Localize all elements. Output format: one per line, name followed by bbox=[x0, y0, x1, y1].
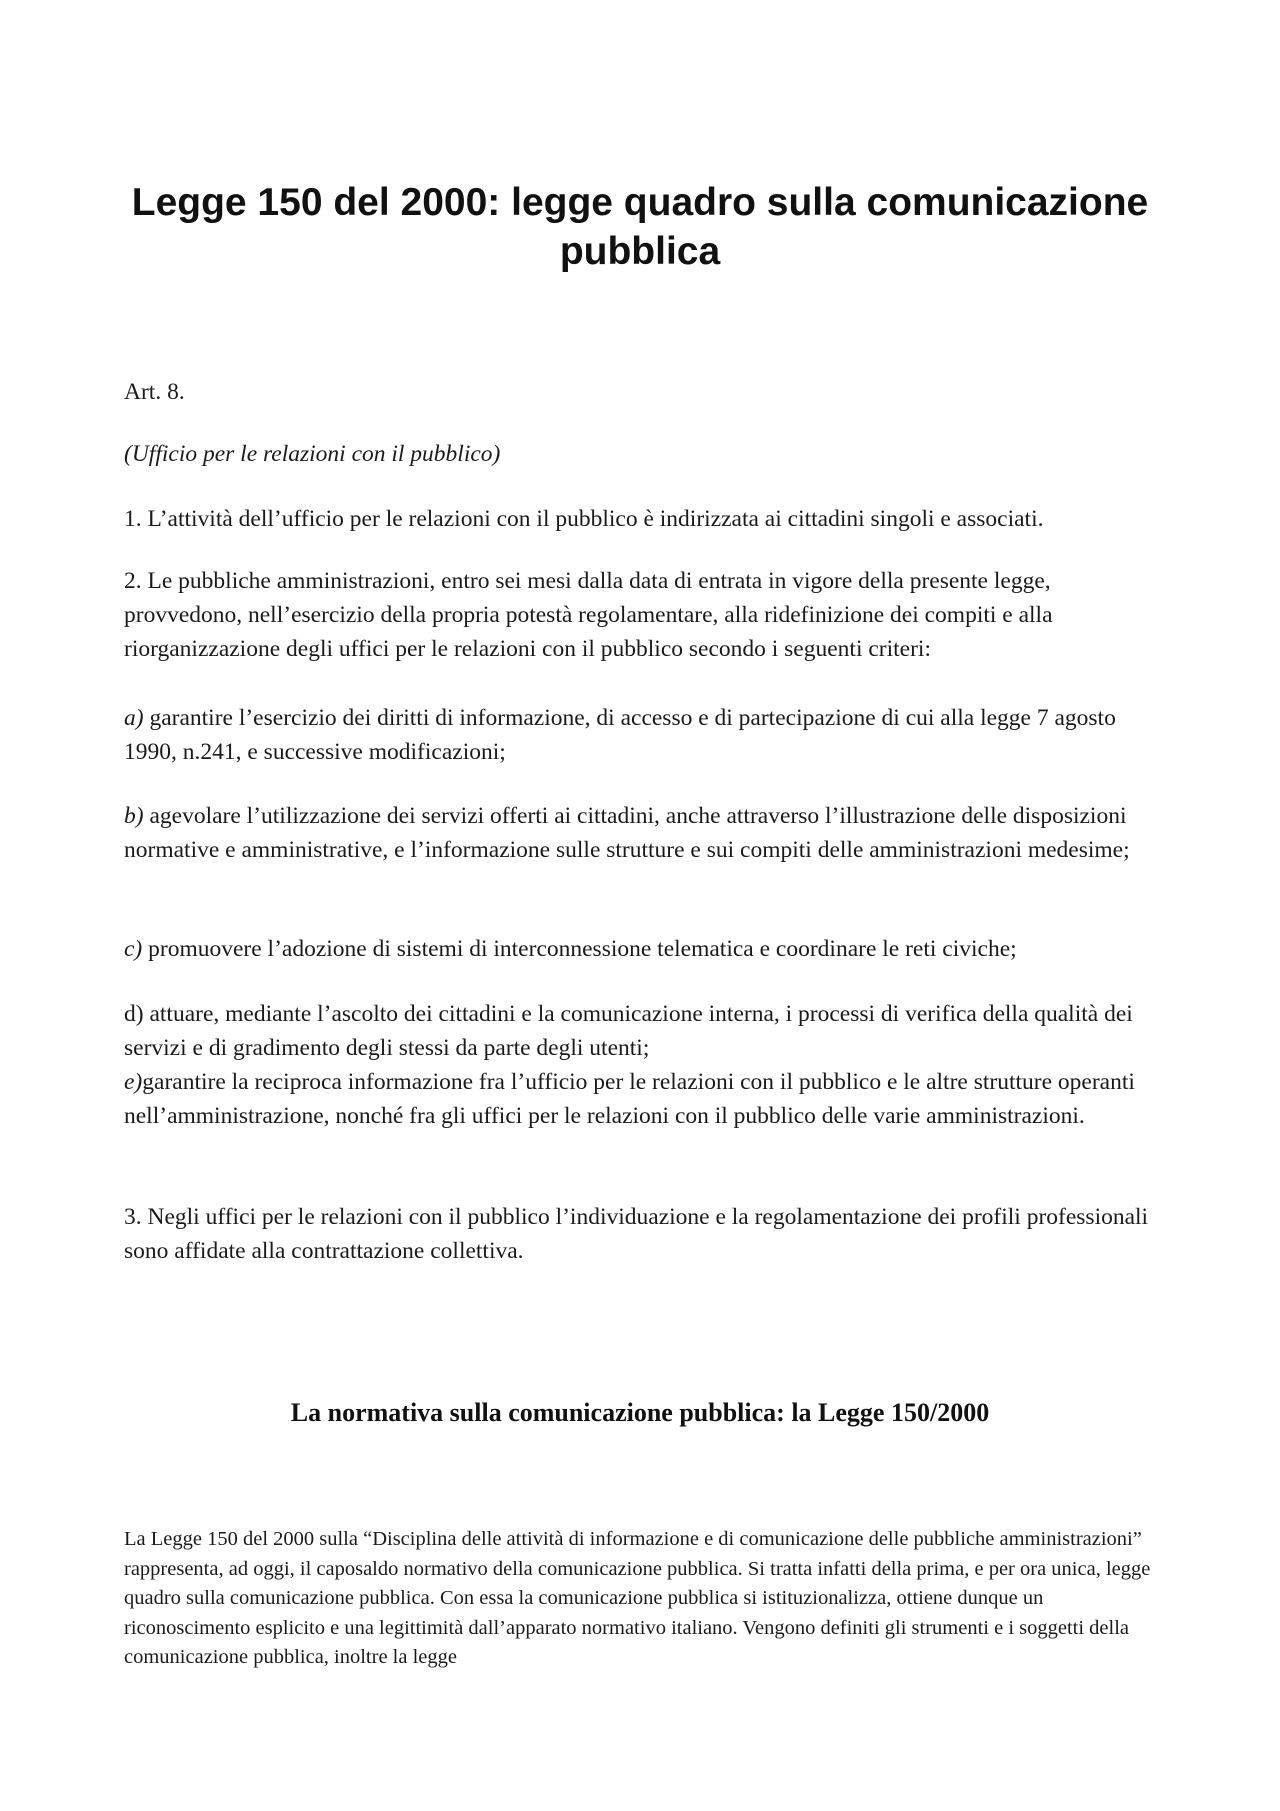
paragraph-1-text: 1. L’attività dell’ufficio per le relazioni con il pubblico è indirizzata ai cittadini singoli e associati. bbox=[124, 506, 1044, 532]
criteria-item-c bbox=[124, 932, 1156, 966]
article-number bbox=[124, 375, 1156, 409]
section-intro-paragraph: La Legge 150 del 2000 sulla “Disciplina delle attività di informazione e di comunicazione delle pubbliche amministrazioni” rappresenta, ad oggi, il caposaldo normativo della comunicazione pubblica. Si tratta infatti della prima, e per ora unica, legge quadro sulla comunicazione pubblica. Con essa la comunicazione pubblica si istituzionalizza, ottiene dunque un riconoscimento esplicito e una legittimità dall’apparato normativo italiano. Vengono definiti gli strumenti e i soggetti della comunicazione pubblica, inoltre la legge bbox=[124, 1528, 1151, 1668]
article-number-text: Art. 8. bbox=[124, 379, 185, 405]
item-label: b) bbox=[124, 803, 144, 829]
paragraph-2 bbox=[124, 564, 1156, 666]
paragraph-3 bbox=[124, 1200, 1156, 1268]
item-label: a) bbox=[124, 705, 144, 731]
paragraph-3-text: 3. Negli uffici per le relazioni con il pubblico l’individuazione e la regolamentazione dei profili professionali sono affidate alla contrattazione collettiva. bbox=[124, 1204, 1149, 1264]
criteria-item-d bbox=[124, 997, 1156, 1065]
item-text: promuovere l’adozione di sistemi di interconnessione telematica e coordinare le reti civiche; bbox=[142, 936, 1017, 962]
article-heading-text: (Ufficio per le relazioni con il pubblico) bbox=[124, 441, 501, 467]
item-text: attuare, mediante l’ascolto dei cittadini e la comunicazione interna, i processi di verifica della qualità dei servizi e di gradimento degli stessi da parte degli utenti; bbox=[124, 1001, 1133, 1061]
item-label: d) bbox=[124, 1001, 144, 1027]
item-label: e) bbox=[124, 1069, 143, 1095]
document-title: Legge 150 del 2000: legge quadro sulla comunicazione pubblica bbox=[131, 181, 1149, 273]
paragraph-1 bbox=[124, 502, 1156, 536]
item-text: garantire l’esercizio dei diritti di informazione, di accesso e di partecipazione di cui alla legge 7 agosto 1990, n.241, e successive modificazioni; bbox=[124, 705, 1116, 765]
criteria-item-a bbox=[124, 701, 1156, 769]
criteria-item-b bbox=[124, 799, 1156, 867]
paragraph-2-text: 2. Le pubbliche amministrazioni, entro sei mesi dalla data di entrata in vigore della presente legge, provvedono, nell’esercizio della propria potestà regolamentare, alla ridefinizione dei compiti e alla riorganizzazione degli uffici per le relazioni con il pubblico secondo i seguenti criteri: bbox=[124, 568, 1053, 662]
article-heading bbox=[124, 437, 1156, 471]
criteria-item-e bbox=[124, 1065, 1156, 1133]
item-text: garantire la reciproca informazione fra l’ufficio per le relazioni con il pubblico e le altre strutture operanti nell’amministrazione, nonché fra gli uffici per le relazioni con il pubblico delle varie amministrazioni. bbox=[124, 1069, 1135, 1129]
item-label: c) bbox=[124, 936, 143, 962]
section-title: La normativa sulla comunicazione pubblica: la Legge 150/2000 bbox=[290, 1398, 990, 1427]
item-text: agevolare l’utilizzazione dei servizi offerti ai cittadini, anche attraverso l’illustrazione delle disposizioni normative e amministrative, e l’informazione sulle strutture e sui compiti delle amministrazioni medesime; bbox=[124, 803, 1130, 863]
